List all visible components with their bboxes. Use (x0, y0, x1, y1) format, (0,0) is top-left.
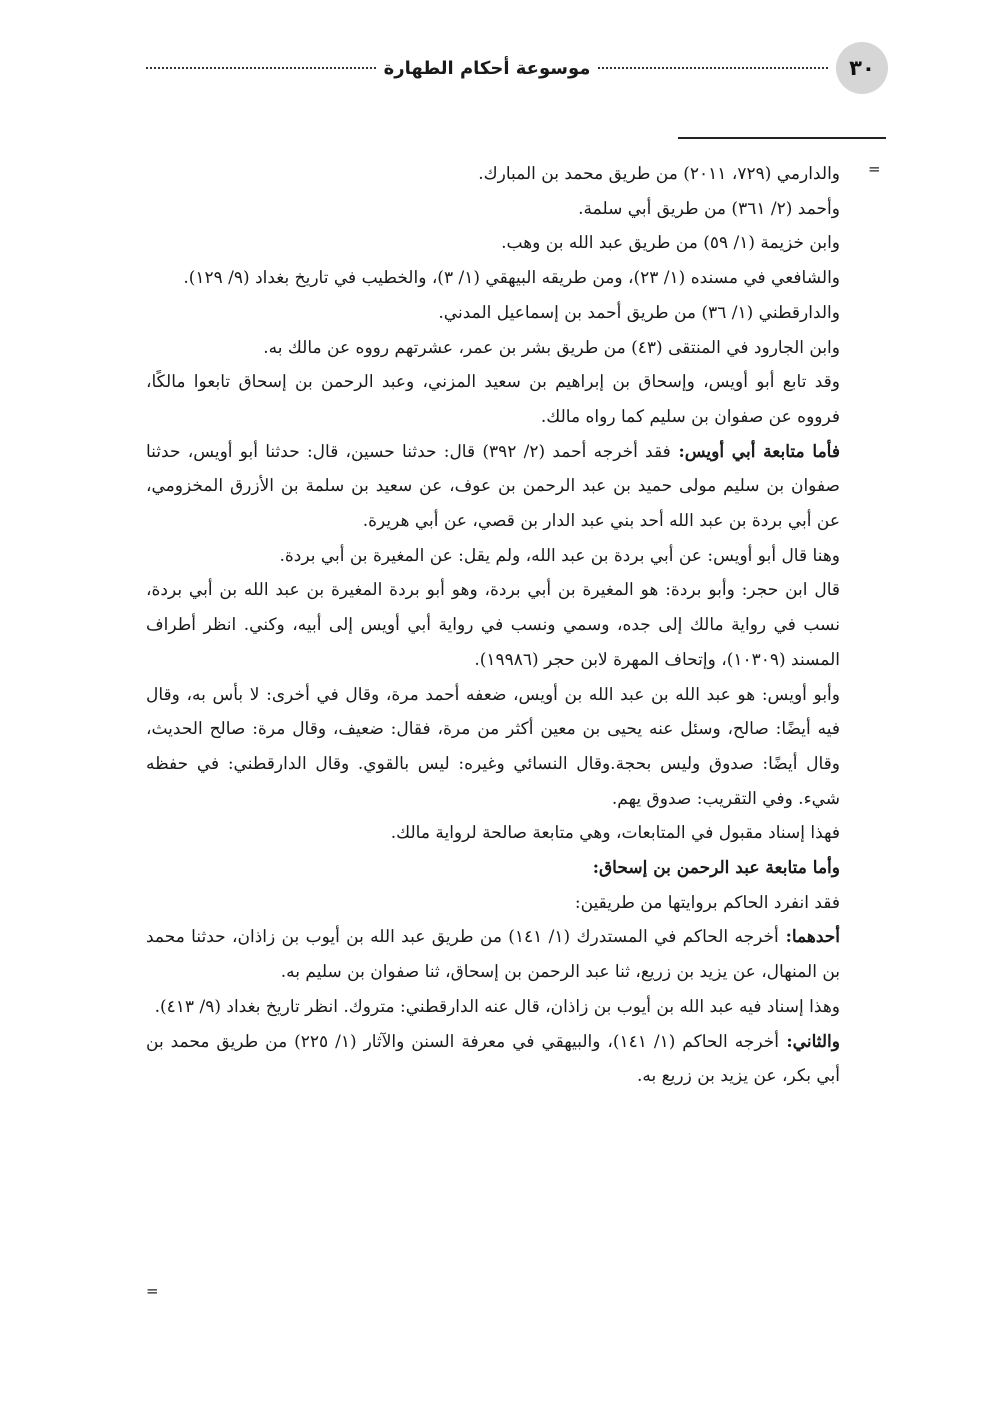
page-number: ٣٠ (836, 42, 888, 94)
continuation-marker-bottom: = (146, 1282, 159, 1300)
paragraph (146, 851, 840, 886)
paragraph-text: وقد تابع أبو أويس، وإسحاق بن إبراهيم بن سعيد المزني، وعبد الرحمن بن إسحاق تابعوا مالكًا، فرووه عن صفوان بن سليم كما رواه مالك. (146, 372, 840, 427)
paragraph (146, 435, 840, 539)
paragraph (146, 573, 840, 677)
paragraph-text: أخرجه الحاكم في المستدرك (١/ ١٤١) من طريق عبد الله بن أيوب بن زاذان، حدثنا محمد بن المنهال، عن يزيد بن زريع، ثنا عبد الرحمن بن إسحاق، ثنا صفوان بن سليم به. (146, 927, 840, 983)
paragraph-text: فهذا إسناد مقبول في المتابعات، وهي متابعة صالحة لرواية مالك. (390, 823, 840, 844)
paragraph-lead: فأما متابعة أبي أويس: (670, 441, 840, 462)
paragraph-lead: والثاني: (778, 1031, 840, 1052)
dotted-leader-right (598, 67, 828, 69)
paragraph-text: وابن الجارود في المنتقى (٤٣) من طريق بشر بن عمر، عشرتهم رووه عن مالك به. (263, 337, 840, 358)
running-title-bar (146, 56, 828, 80)
paragraph (146, 365, 840, 434)
continuation-marker-top: = (868, 160, 881, 178)
paragraph (146, 886, 840, 921)
paragraph-text: فقد أخرجه أحمد (٢/ ٣٩٢) قال: حدثنا حسين، قال: حدثنا أبو أويس، حدثنا صفوان بن سليم مولى حميد بن عبد الرحمن بن عوف، عن سعيد بن سلمة بن الأزرق المخزومي، عن أبي بردة بن عبد الله أحد بني عبد الدار بن قصي، عن أبي هريرة. (146, 441, 840, 532)
footnote-separator (678, 137, 886, 139)
paragraph-text: والدارقطني (١/ ٣٦) من طريق أحمد بن إسماعيل المدني. (438, 302, 840, 323)
paragraph (146, 920, 840, 989)
paragraph (146, 157, 840, 192)
paragraph-text: قال ابن حجر: وأبو بردة: هو المغيرة بن أبي بردة، وهو أبو بردة المغيرة بن عبد الله بن أبي بردة، نسب في رواية مالك إلى جده، وسمي ونسب في رواية أبي أويس إلى أبيه، وكني. انظر أطراف المسند (١٠٣٠٩)، وإتحاف المهرة لابن حجر (١٩٩٨٦). (146, 580, 840, 670)
paragraph (146, 331, 840, 366)
paragraph-text: وأبو أويس: هو عبد الله بن عبد الله بن أويس، ضعفه أحمد مرة، وقال في أخرى: لا بأس به، وقال فيه أيضًا: صالح، وسئل عنه يحيى بن معين أكثر من مرة، فقال: ضعيف، وقال مرة: صالح الحديث، وقال أيضًا: صدوق وليس بحجة.وقال النسائي وغيره: ليس بالقوي. وقال الدارقطني: في حفظه شيء. وفي التقريب: صدوق يهم. (146, 684, 840, 809)
paragraph-lead: وأما متابعة عبد الرحمن بن إسحاق: (592, 858, 840, 879)
paragraph-text: وابن خزيمة (١/ ٥٩) من طريق عبد الله بن وهب. (501, 233, 840, 254)
paragraph-text: وهنا قال أبو أويس: عن أبي بردة بن عبد الله، ولم يقل: عن المغيرة بن أبي بردة. (279, 545, 840, 566)
running-title: موسوعة أحكام الطهارة (383, 57, 591, 79)
paragraph-text: والشافعي في مسنده (١/ ٢٣)، ومن طريقه البيهقي (١/ ٣)، والخطيب في تاريخ بغداد (٩/ ١٢٩). (183, 268, 840, 289)
paragraph (146, 261, 840, 296)
page-header (146, 40, 890, 98)
paragraph-text: أخرجه الحاكم (١/ ١٤١)، والبيهقي في معرفة السنن والآثار (١/ ٢٢٥) من طريق محمد بن أبي بكر، عن يزيد بن زريع به. (146, 1031, 840, 1087)
paragraph-text: وهذا إسناد فيه عبد الله بن أيوب بن زاذان، قال عنه الدارقطني: متروك. انظر تاريخ بغداد (٩/ ٤١٣). (154, 996, 840, 1017)
paragraph (146, 192, 840, 227)
paragraph-text: فقد انفرد الحاكم بروايتها من طريقين: (574, 892, 840, 913)
footnote-body (146, 157, 840, 1094)
dotted-leader-left (146, 67, 376, 69)
paragraph (146, 678, 840, 817)
paragraph (146, 1025, 840, 1094)
paragraph (146, 296, 840, 331)
paragraph (146, 816, 840, 851)
paragraph-text: والدارمي (٧٢٩، ٢٠١١) من طريق محمد بن المبارك. (478, 164, 840, 184)
paragraph (146, 990, 840, 1025)
paragraph (146, 226, 840, 261)
paragraph-text: وأحمد (٢/ ٣٦١) من طريق أبي سلمة. (578, 198, 840, 219)
paragraph (146, 539, 840, 574)
paragraph-lead: أحدهما: (778, 927, 840, 948)
